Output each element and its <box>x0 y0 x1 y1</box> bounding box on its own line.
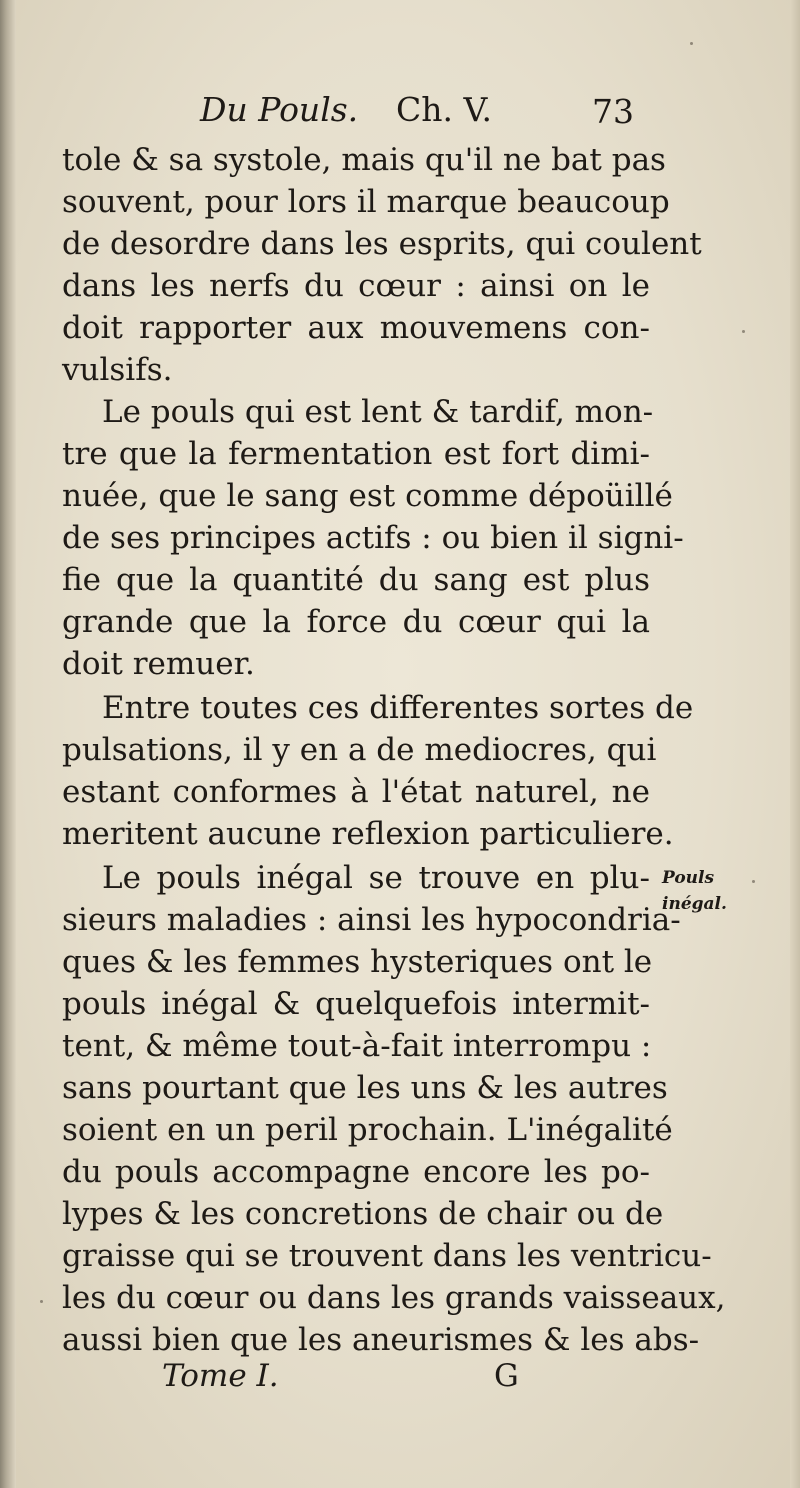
margin-note-line-1: Pouls <box>662 868 715 888</box>
paper-speck <box>752 880 755 883</box>
text-line: graisse qui se trouvent dans les ventricu- <box>62 1238 712 1274</box>
text-line: doit remuer. <box>62 646 255 682</box>
text-line: de ses principes actifs : ou bien il signi- <box>62 520 684 556</box>
signature-mark: G <box>494 1358 519 1394</box>
paragraph-start-line: Le pouls inégal se trouve en plu- <box>102 860 650 896</box>
text-line: nuée, que le sang est comme dépoüillé <box>62 478 673 514</box>
text-line: vulsifs. <box>62 352 173 388</box>
text-line: grande que la force du cœur qui la <box>62 604 650 640</box>
volume-label: Tome I. <box>162 1358 279 1394</box>
text-line: doit rapporter aux mouvemens con- <box>62 310 650 346</box>
text-line: fie que la quantité du sang est plus <box>62 562 650 598</box>
page-footer <box>0 1358 800 1402</box>
text-line: sieurs maladies : ainsi les hypocondria- <box>62 902 681 938</box>
page-number: 73 <box>592 92 634 131</box>
chapter-label: Ch. V. <box>396 90 493 129</box>
paragraph-start-line: Entre toutes ces differentes sortes de <box>102 690 694 726</box>
text-line: sans pourtant que les uns & les autres <box>62 1070 668 1106</box>
text-line: tent, & même tout-à-fait interrompu : <box>62 1028 652 1064</box>
paper-speck <box>690 42 693 45</box>
text-line: les du cœur ou dans les grands vaisseaux, <box>62 1280 726 1316</box>
text-line: soient en un peril prochain. L'inégalité <box>62 1112 673 1148</box>
text-line: souvent, pour lors il marque beaucoup <box>62 184 670 220</box>
text-line: de desordre dans les esprits, qui coulent <box>62 226 702 262</box>
text-line: tole & sa systole, mais qu'il ne bat pas <box>62 142 666 178</box>
paragraph-start-line: Le pouls qui est lent & tardif, mon- <box>102 394 654 430</box>
margin-note-line-2: inégal. <box>662 894 727 914</box>
text-line: pouls inégal & quelquefois intermit- <box>62 986 650 1022</box>
text-line: aussi bien que les aneurismes & les abs- <box>62 1322 700 1358</box>
text-line: tre que la fermentation est fort dimi- <box>62 436 650 472</box>
text-line: pulsations, il y en a de mediocres, qui <box>62 732 657 768</box>
running-title: Du Pouls. <box>200 90 359 129</box>
paper-speck <box>40 1300 43 1303</box>
text-line: ques & les femmes hysteriques ont le <box>62 944 653 980</box>
text-line: du pouls accompagne encore les po- <box>62 1154 650 1190</box>
text-line: dans les nerfs du cœur : ainsi on le <box>62 268 650 304</box>
paper-speck <box>742 330 745 333</box>
text-line: estant conformes à l'état naturel, ne <box>62 774 650 810</box>
text-line: lypes & les concretions de chair ou de <box>62 1196 664 1232</box>
text-line: meritent aucune reflexion particuliere. <box>62 816 674 852</box>
